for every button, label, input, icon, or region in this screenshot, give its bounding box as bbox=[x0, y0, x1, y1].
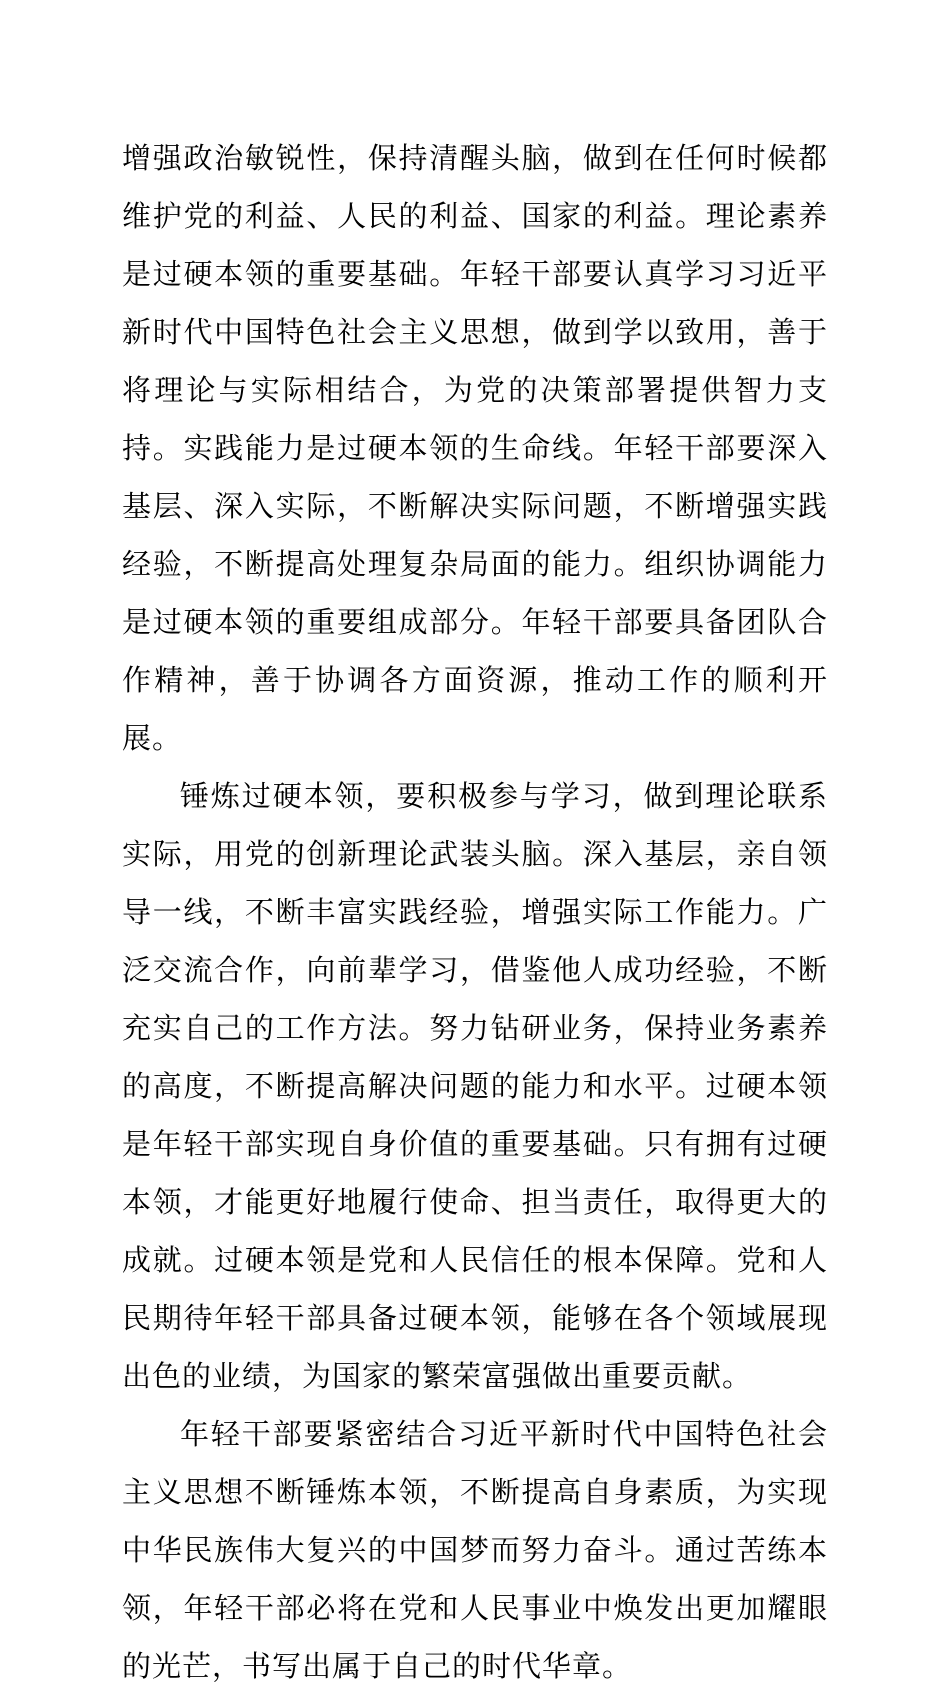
paragraph-1: 增强政治敏锐性，保持清醒头脑，做到在任何时候都维护党的利益、人民的利益、国家的利益。理论素养是过硬本领的重要基础。年轻干部要认真学习习近平新时代中国特色社会主义思想，做到学以致用，善于将理论与实际相结合，为党的决策部署提供智力支持。实践能力是过硬本领的生命线。年轻干部要深入基层、深入实际，不断解决实际问题，不断增强实践经验，不断提高处理复杂局面的能力。组织协调能力是过硬本领的重要组成部分。年轻干部要具备团队合作精神，善于协调各方面资源，推动工作的顺利开展。 bbox=[122, 143, 828, 755]
paragraph-3: 年轻干部要紧密结合习近平新时代中国特色社会主义思想不断锤炼本领，不断提高自身素质，为实现中华民族伟大复兴的中国梦而努力奋斗。通过苦练本领，年轻干部必将在党和人民事业中焕发出更加耀眼的光芒，书写出属于自己的时代华章。 bbox=[122, 1419, 828, 1683]
document-body bbox=[122, 130, 828, 1696]
paragraph-2: 锤炼过硬本领，要积极参与学习，做到理论联系实际，用党的创新理论武装头脑。深入基层，亲自领导一线，不断丰富实践经验，增强实际工作能力。广泛交流合作，向前辈学习，借鉴他人成功经验，不断充实自己的工作方法。努力钻研业务，保持业务素养的高度，不断提高解决问题的能力和水平。过硬本领是年轻干部实现自身价值的重要基础。只有拥有过硬本领，才能更好地履行使命、担当责任，取得更大的成就。过硬本领是党和人民信任的根本保障。党和人民期待年轻干部具备过硬本领，能够在各个领域展现出色的业绩，为国家的繁荣富强做出重要贡献。 bbox=[122, 781, 828, 1393]
